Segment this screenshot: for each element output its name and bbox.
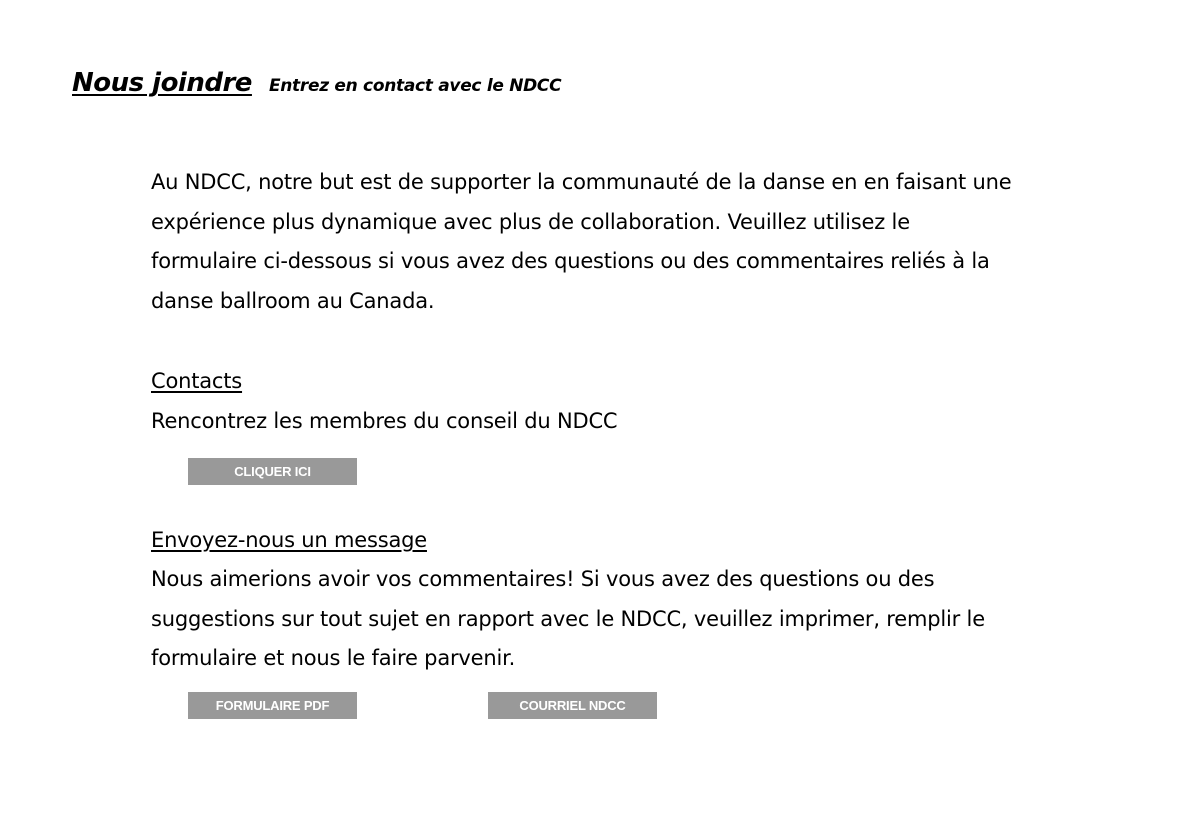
contacts-description: Rencontrez les membres du conseil du NDCC (151, 409, 618, 433)
message-line: Nous aimerions avoir vos commentaires! Si vous avez des questions ou des (151, 567, 935, 591)
intro-line: expérience plus dynamique avec plus de collaboration. Veuillez utilisez le (151, 209, 910, 234)
page-header (72, 68, 561, 98)
email-ndcc-button[interactable]: COURRIEL NDCC (488, 692, 657, 719)
page-subtitle: Entrez en contact avec le NDCC (268, 76, 562, 96)
intro-line: formulaire ci-dessous si vous avez des questions ou des commentaires reliés à la (151, 249, 990, 274)
contacts-heading: Contacts (151, 369, 243, 393)
pdf-form-button[interactable]: FORMULAIRE PDF (188, 692, 357, 719)
message-line: formulaire et nous le faire parvenir. (151, 646, 516, 671)
intro-line: danse ballroom au Canada. (151, 288, 435, 313)
intro-paragraph (151, 163, 1012, 321)
message-line: suggestions sur tout sujet en rapport avec le NDCC, veuillez imprimer, remplir le (151, 606, 985, 631)
message-paragraph (151, 560, 985, 679)
intro-line: Au NDCC, notre but est de supporter la communauté de la danse en en faisant une (151, 170, 1012, 194)
message-heading: Envoyez-nous un message (151, 528, 427, 552)
page-title: Nous joindre (72, 68, 252, 98)
contacts-click-here-button[interactable]: CLIQUER ICI (188, 458, 357, 485)
